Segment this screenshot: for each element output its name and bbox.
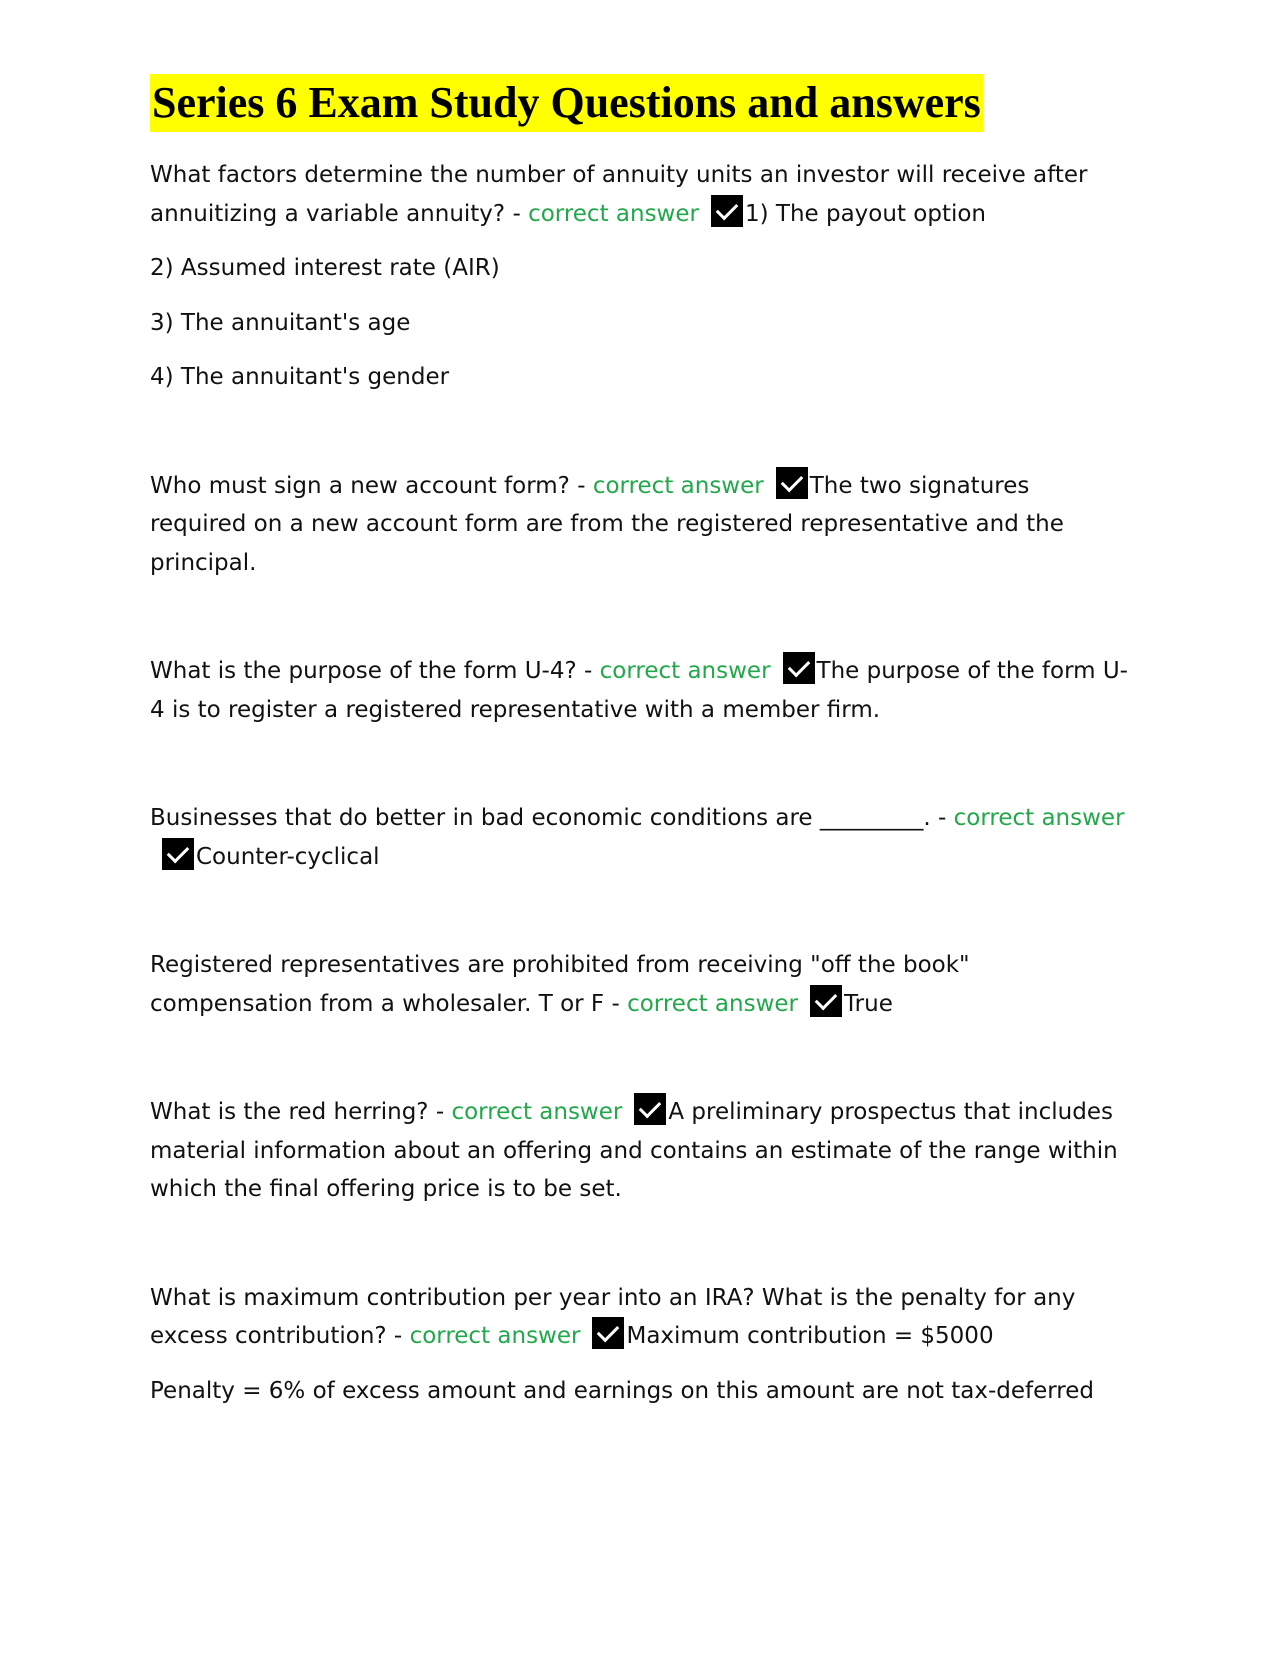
answer-text: Counter-cyclical xyxy=(196,843,380,870)
answer-line: 2) Assumed interest rate (AIR) xyxy=(150,255,500,281)
correct-answer-label: correct answer xyxy=(599,658,771,684)
checkmark-icon xyxy=(162,838,194,870)
checkmark-icon xyxy=(711,195,743,227)
checkmark-icon xyxy=(810,985,842,1017)
qa-paragraph xyxy=(150,946,1130,1023)
document-title: Series 6 Exam Study Questions and answers xyxy=(150,74,983,132)
checkmark-icon xyxy=(783,652,815,684)
correct-answer-label: correct answer xyxy=(451,1099,623,1125)
question-text: Businesses that do better in bad economic conditions are _________. - xyxy=(150,805,954,831)
correct-answer-label: correct answer xyxy=(953,805,1125,831)
correct-answer-label: correct answer xyxy=(528,200,699,227)
qa-paragraph xyxy=(150,1093,1130,1209)
qa-item xyxy=(150,799,1130,876)
answer-line: 4) The annuitant's gender xyxy=(150,364,450,390)
correct-answer-label: correct answer xyxy=(409,1323,581,1349)
answer-line: Penalty = 6% of excess amount and earnings on this amount are not tax-deferred xyxy=(150,1377,1095,1404)
question-text: Registered representatives are prohibited from receiving "off the book" compensation from a wholesaler. T or F - xyxy=(150,952,970,1017)
qa-paragraph xyxy=(150,156,1130,233)
correct-answer-label: correct answer xyxy=(592,472,764,499)
document-page xyxy=(150,74,1130,1410)
qa-paragraph xyxy=(150,467,1130,583)
checkmark-icon xyxy=(592,1317,624,1349)
answer-text: A preliminary prospectus that includes material information about an offering and contains an estimate of the range within which the final offering price is to be set. xyxy=(150,1099,1118,1202)
checkmark-icon xyxy=(634,1093,666,1125)
question-text: Who must sign a new account form? - xyxy=(150,472,593,499)
answer-text: 1) The payout option xyxy=(744,200,987,227)
qa-paragraph xyxy=(150,1279,1130,1356)
qa-item xyxy=(150,156,1130,397)
answer-text: Maximum contribution = $5000 xyxy=(626,1323,994,1349)
correct-answer-label: correct answer xyxy=(627,990,798,1017)
answer-text: True xyxy=(844,990,893,1017)
qa-paragraph xyxy=(150,652,1130,729)
qa-item xyxy=(150,946,1130,1023)
question-text: What is maximum contribution per year into an IRA? What is the penalty for any excess contribution? - xyxy=(150,1284,1076,1349)
answer-text: The two signatures required on a new account form are from the registered representative and the principal. xyxy=(150,472,1064,576)
checkmark-icon xyxy=(776,467,808,499)
question-text: What is the purpose of the form U-4? - xyxy=(150,658,600,684)
qa-paragraph xyxy=(150,799,1130,876)
qa-item xyxy=(150,652,1130,729)
answer-text: The purpose of the form U-4 is to register a registered representative with a member firm. xyxy=(150,658,1128,723)
qa-item xyxy=(150,1279,1130,1411)
question-text: What is the red herring? - xyxy=(150,1099,452,1125)
qa-item xyxy=(150,1093,1130,1209)
answer-line: 3) The annuitant's age xyxy=(150,309,411,336)
qa-item xyxy=(150,467,1130,583)
question-text: What factors determine the number of annuity units an investor will receive after annuitizing a variable annuity? - xyxy=(150,162,1088,227)
